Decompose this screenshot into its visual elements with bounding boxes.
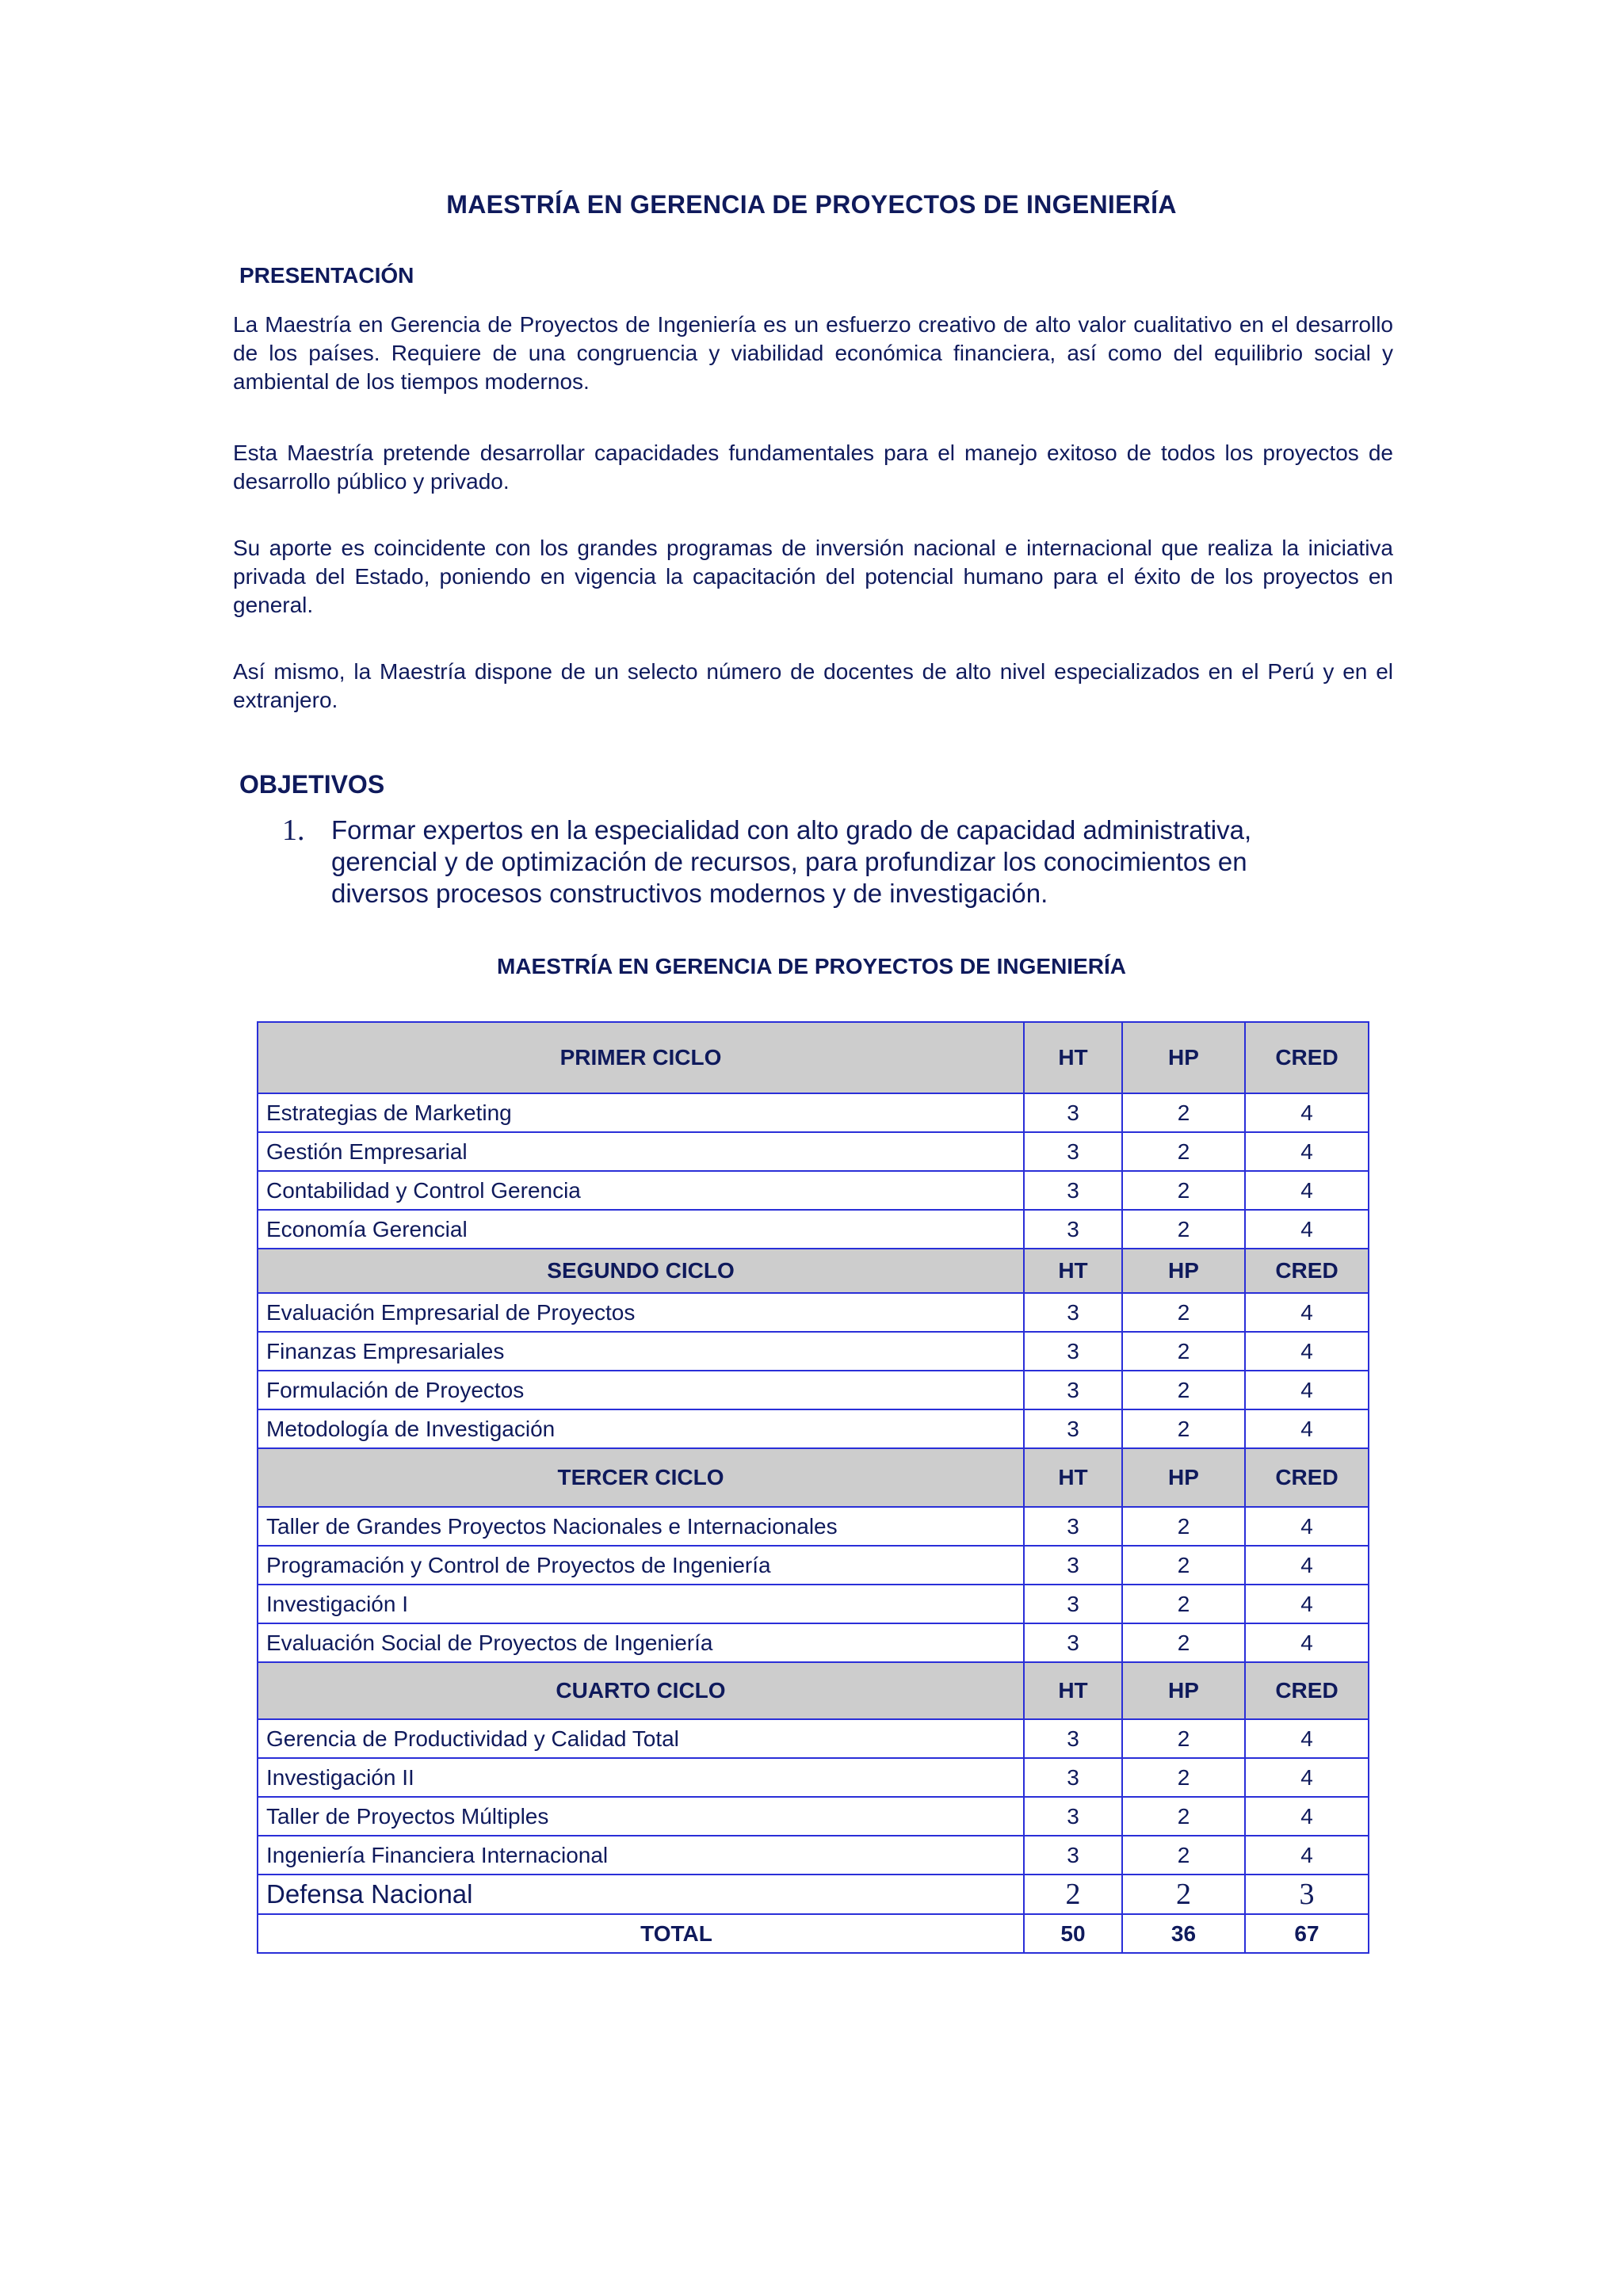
course-hp: 2 — [1122, 1332, 1245, 1371]
course-cred: 4 — [1245, 1409, 1369, 1448]
course-hp: 2 — [1122, 1132, 1245, 1171]
objective-number: 1. — [282, 814, 305, 847]
column-hp: HP — [1122, 1662, 1245, 1719]
course-cred: 4 — [1245, 1132, 1369, 1171]
table-row — [258, 1293, 1369, 1332]
course-hp: 2 — [1122, 1507, 1245, 1546]
table-row — [258, 1332, 1369, 1371]
course-cred: 4 — [1245, 1585, 1369, 1623]
course-name: Contabilidad y Control Gerencia — [258, 1171, 1024, 1210]
objective-text: Formar expertos en la especialidad con alto grado de capacidad administrativa, gerencial y de optimización de recursos, para profundizar los conocimientos en diversos procesos constructivos modernos y de investigación. — [331, 815, 1252, 908]
course-name: Gestión Empresarial — [258, 1132, 1024, 1171]
cycle-name: PRIMER CICLO — [258, 1022, 1024, 1093]
course-ht: 3 — [1024, 1719, 1122, 1758]
curriculum-table — [257, 1021, 1369, 1954]
course-ht: 3 — [1024, 1210, 1122, 1249]
course-name: Ingeniería Financiera Internacional — [258, 1836, 1024, 1875]
course-ht: 3 — [1024, 1093, 1122, 1132]
course-ht: 3 — [1024, 1409, 1122, 1448]
course-hp: 2 — [1122, 1623, 1245, 1662]
table-row — [258, 1836, 1369, 1875]
objective-item — [282, 814, 1328, 910]
course-cred: 4 — [1245, 1797, 1369, 1836]
table-row — [258, 1758, 1369, 1797]
course-hp: 2 — [1122, 1409, 1245, 1448]
course-cred: 4 — [1245, 1171, 1369, 1210]
table-row — [258, 1875, 1369, 1914]
course-name: Gerencia de Productividad y Calidad Total — [258, 1719, 1024, 1758]
course-ht: 3 — [1024, 1332, 1122, 1371]
table-row — [258, 1507, 1369, 1546]
course-name: Evaluación Empresarial de Proyectos — [258, 1293, 1024, 1332]
total-label: TOTAL — [258, 1914, 1024, 1953]
course-hp: 2 — [1122, 1093, 1245, 1132]
course-hp: 2 — [1122, 1875, 1245, 1914]
table-row — [258, 1093, 1369, 1132]
table-row — [258, 1371, 1369, 1409]
course-cred: 4 — [1245, 1293, 1369, 1332]
course-hp: 2 — [1122, 1293, 1245, 1332]
presentation-heading: PRESENTACIÓN — [239, 263, 414, 288]
course-cred: 4 — [1245, 1719, 1369, 1758]
course-name: Formulación de Proyectos — [258, 1371, 1024, 1409]
table-row — [258, 1210, 1369, 1249]
course-name: Investigación I — [258, 1585, 1024, 1623]
course-hp: 2 — [1122, 1758, 1245, 1797]
course-cred: 4 — [1245, 1836, 1369, 1875]
course-name: Metodología de Investigación — [258, 1409, 1024, 1448]
document-title: MAESTRÍA EN GERENCIA DE PROYECTOS DE INGENIERÍA — [446, 190, 1177, 219]
course-ht: 3 — [1024, 1797, 1122, 1836]
course-cred: 4 — [1245, 1546, 1369, 1585]
course-cred: 4 — [1245, 1507, 1369, 1546]
paragraph-4: Así mismo, la Maestría dispone de un selecto número de docentes de alto nivel especializados en el Perú y en el extranjero. — [233, 659, 1393, 712]
course-name: Defensa Nacional — [258, 1875, 1024, 1914]
table-row — [258, 1585, 1369, 1623]
course-name: Evaluación Social de Proyectos de Ingeniería — [258, 1623, 1024, 1662]
course-name: Programación y Control de Proyectos de Ingeniería — [258, 1546, 1024, 1585]
column-ht: HT — [1024, 1662, 1122, 1719]
table-row — [258, 1171, 1369, 1210]
cycle-header-row — [258, 1448, 1369, 1507]
course-cred: 4 — [1245, 1210, 1369, 1249]
column-hp: HP — [1122, 1448, 1245, 1507]
column-ht: HT — [1024, 1249, 1122, 1293]
column-hp: HP — [1122, 1249, 1245, 1293]
course-name: Taller de Grandes Proyectos Nacionales e Internacionales — [258, 1507, 1024, 1546]
objectives-heading: OBJETIVOS — [239, 770, 385, 799]
table-title: MAESTRÍA EN GERENCIA DE PROYECTOS DE INGENIERÍA — [497, 954, 1126, 978]
course-ht: 3 — [1024, 1293, 1122, 1332]
cycle-name: SEGUNDO CICLO — [258, 1249, 1024, 1293]
course-cred: 4 — [1245, 1332, 1369, 1371]
cycle-header-row — [258, 1022, 1369, 1093]
course-ht: 3 — [1024, 1371, 1122, 1409]
course-cred: 4 — [1245, 1371, 1369, 1409]
cycle-name: TERCER CICLO — [258, 1448, 1024, 1507]
column-cred: CRED — [1245, 1662, 1369, 1719]
course-name: Estrategias de Marketing — [258, 1093, 1024, 1132]
column-hp: HP — [1122, 1022, 1245, 1093]
column-cred: CRED — [1245, 1022, 1369, 1093]
paragraph-3: Su aporte es coincidente con los grandes programas de inversión nacional e internacional que realiza la iniciativa privada del Estado, poniendo en vigencia la capacitación del potencial humano para el éxito de los proyectos en general. — [233, 536, 1393, 617]
paragraph-1: La Maestría en Gerencia de Proyectos de Ingeniería es un esfuerzo creativo de alto valor cualitativo en el desarrollo de los países. Requiere de una congruencia y viabilidad económica financiera, así como del equilibrio social y ambiental de los tiempos modernos. — [233, 312, 1393, 394]
table-row — [258, 1719, 1369, 1758]
course-name: Taller de Proyectos Múltiples — [258, 1797, 1024, 1836]
course-hp: 2 — [1122, 1719, 1245, 1758]
column-cred: CRED — [1245, 1249, 1369, 1293]
course-ht: 2 — [1024, 1875, 1122, 1914]
course-hp: 2 — [1122, 1585, 1245, 1623]
course-name: Economía Gerencial — [258, 1210, 1024, 1249]
table-row — [258, 1797, 1369, 1836]
table-row — [258, 1623, 1369, 1662]
course-ht: 3 — [1024, 1507, 1122, 1546]
total-hp: 36 — [1122, 1914, 1245, 1953]
course-hp: 2 — [1122, 1836, 1245, 1875]
table-row — [258, 1409, 1369, 1448]
course-cred: 4 — [1245, 1623, 1369, 1662]
table-row — [258, 1546, 1369, 1585]
course-ht: 3 — [1024, 1585, 1122, 1623]
column-ht: HT — [1024, 1448, 1122, 1507]
course-ht: 3 — [1024, 1836, 1122, 1875]
course-hp: 2 — [1122, 1797, 1245, 1836]
course-ht: 3 — [1024, 1623, 1122, 1662]
course-name: Investigación II — [258, 1758, 1024, 1797]
course-ht: 3 — [1024, 1758, 1122, 1797]
course-hp: 2 — [1122, 1171, 1245, 1210]
paragraph-2: Esta Maestría pretende desarrollar capacidades fundamentales para el manejo exitoso de todos los proyectos de desarrollo público y privado. — [233, 441, 1393, 494]
course-name: Finanzas Empresariales — [258, 1332, 1024, 1371]
total-row — [258, 1914, 1369, 1953]
course-ht: 3 — [1024, 1546, 1122, 1585]
column-cred: CRED — [1245, 1448, 1369, 1507]
cycle-name: CUARTO CICLO — [258, 1662, 1024, 1719]
cycle-header-row — [258, 1249, 1369, 1293]
course-ht: 3 — [1024, 1132, 1122, 1171]
course-hp: 2 — [1122, 1546, 1245, 1585]
course-ht: 3 — [1024, 1171, 1122, 1210]
table-row — [258, 1132, 1369, 1171]
course-cred: 4 — [1245, 1093, 1369, 1132]
course-hp: 2 — [1122, 1371, 1245, 1409]
course-cred: 4 — [1245, 1758, 1369, 1797]
cycle-header-row — [258, 1662, 1369, 1719]
course-hp: 2 — [1122, 1210, 1245, 1249]
total-ht: 50 — [1024, 1914, 1122, 1953]
course-cred: 3 — [1245, 1875, 1369, 1914]
column-ht: HT — [1024, 1022, 1122, 1093]
total-cred: 67 — [1245, 1914, 1369, 1953]
